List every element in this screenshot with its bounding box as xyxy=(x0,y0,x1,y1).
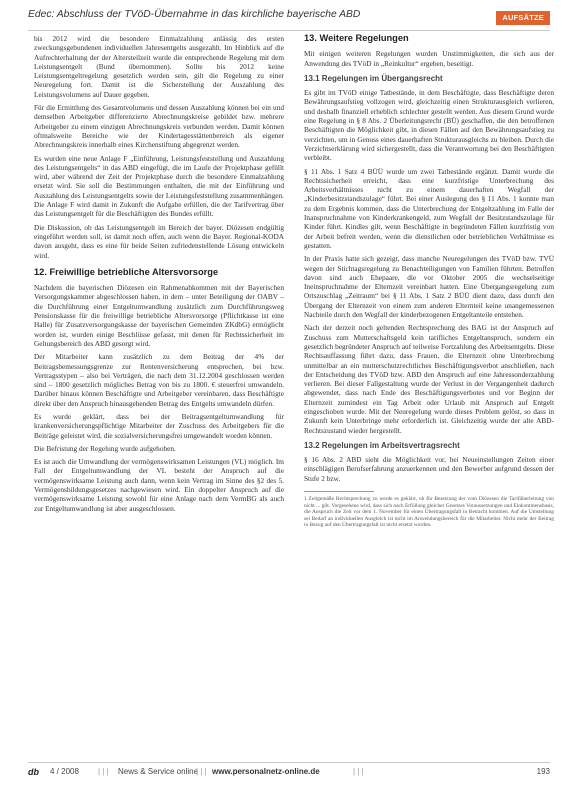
subsection-heading-13-1: 13.1 Regelungen im Übergangsrecht xyxy=(304,73,443,83)
footnote-divider xyxy=(304,491,374,492)
paragraph: bis 2012 wird die besondere Einmalzahlung anlässig des ersten zweckungsgebundenen individuellen Jahresentgelts ausgezahlt. Im Hinblick auf die Aufrechterhaltung der der Altersteilzeit wurde die entsprechende Regelung mit dem Leistungsentgelt (Bund übernommen). Sollte bis 2012 keine Leistungsentgeltregelung gesetzlich werden sein, gilt die Regelung zu einer Neuregelung fort. Damit ist die Sicherstellung der Auszahlung des Leistungsvolumens auf Dauer gegeben. xyxy=(34,34,284,99)
footer-separator: | | | xyxy=(196,767,207,776)
section-badge: AUFSÄTZE xyxy=(496,11,550,25)
subsection-heading-13-2: 13.2 Regelungen im Arbeitsvertragsrecht xyxy=(304,440,460,450)
left-column xyxy=(34,34,284,517)
footer-separator: | | | xyxy=(353,767,364,776)
section-heading-13: 13. Weitere Regelungen xyxy=(304,33,409,43)
paragraph: Es wurde geklärt, dass bei der Beitragsentgeltumwandlung für krankenversicherungspflichtige Mitarbeiter der Zuschuss des Arbeitgebers für die Beiträge geleistet wird, die sozialversicherungsfrei umgewandelt worden können. xyxy=(34,411,284,440)
paragraph: Für die Ermittlung des Gesamtvolumens und dessen Auszahlung können bei ein und demselben Arbeitgeber differenzierte Abrechnungskreise gebildet bzw. mehrere Arbeitgeber zu einem einzigen Abrechnungskreis verbunden werden. Damit können oftmalsweite Bereiche wie der Kindertagesstättenbereich als eigener Abrechnungskreis innerhalb eines Kirchenstiftung abgegrenzt werden. xyxy=(34,103,284,150)
footer-tagline: News & Service online xyxy=(118,767,199,776)
paragraph: Es ist auch die Umwandlung der vermögenswirksamen Leistungen (VL) möglich. Im Fall der Entgeltumwandlung der VL besteht der Anspruch auf die vermögenswirksame Leistung auch dann, wenn kein Vertrag im Sinne des §2 des 5. Vermögensbildungsgesetzes nachgewiesen wird. Ein doppelter Anspruch auf die vermögenswirksame Leistung sowohl für eine Anlage nach dem VermBG als auch zur Entgeltumwandlung ist aber ausgeschlossen. xyxy=(34,457,284,513)
paragraph: Mit einigen weiteren Regelungen wurden Unstimmigkeiten, die sich aus der Anwendung des TVöD in „Reinkultur“ ergeben, beseitigt. xyxy=(304,49,554,68)
paragraph: Es gibt im TVöD einige Tatbestände, in dem Beschäftigte, dass Beschäftigte deren Bewährungsaufstieg vollzogen wird, gleichzeitig einen Strukturausgleich verlieren, und deshalb finanziell erheblich schlechter gestellt werden. Aus diesem Grund wurde eine Regelung in § 8 Abs. 2 Überleitungsrecht (BÜ) geschaffen, die den betroffenen Beschäftigten die Möglichkeit gibt, in diesen Fällen auf den Bewährungsaufstieg zu verzichten, um in Genuss eines dauerhaften Strukturausgleichs zu bleiben. Durch die Verzichtserklärung wird sichergestellt, dass die Verantwortung bei den Beschäftigten verbleibt. xyxy=(304,88,554,163)
paragraph: Die Diskussion, ob das Leistungsentgelt im Bereich der bayer. Diözesen endgültig eingeführt werden soll, ist damit noch offen, auch wenn die Bayer. Regional-KODA davon ausgeht, dass es eine für beide Seiten zufriedenstellende Lösung entwickeln wird. xyxy=(34,222,284,260)
footer-website-link[interactable]: www.personalnetz-online.de xyxy=(212,767,320,776)
issue-number: 4 / 2008 xyxy=(50,767,79,776)
paragraph: In der Praxis hatte sich gezeigt, dass manche Neuregelungen des TVöD bzw. TVÜ wegen der Stichtagsregelung zu Benachteiligungen von Familien führten. Betroffen davon sind auch Ehepaare, die vor Oktober 2005 die wechselseitige Ineinspruchnahme der Elternzeit vereinbart hatten. Eine Übergangsregelung zum Ortszuschlag „Zeitraum“ bei § 11 Abs. 1 Satz 2 BÜÜ dient dazu, dass durch den Übergang der Elternzeit von einem zum anderen Elternteil keine unangemessenen Nachteile durch den Wegfall der kinderbezogenen Entgeltanteile entstehen. xyxy=(304,254,554,320)
footer-separator: | | | xyxy=(98,767,109,776)
paragraph: Nach der derzeit noch geltenden Rechtsprechung des BAG ist der Anspruch auf Zuschuss zum Mutterschaftsgeld kein tarifliches Entgeltanspruch, sondern ein gesetzlich begründeter Anspruch auf teilweise Fortzahlung des Arbeitsentgelts. Diese Rechtsauffassung führt dazu, dass Frauen, die Elternzeit ohne Unterbrechung unmittelbar an ein mutterschutzrechtliches Beschäftigungsverbot anschließen, nach der Entscheidung des TVöD bzw. ABD den Anspruch auf eine Jahressonderzahlung verlieren. Bei dieser Fallgestaltung wurde der Verlust in der Vergangenheit dadurch abgewendet, dass nach Ende des Beschäftigungsverbotes und vor Beginn der Elternzeit zumindest ein Tag Arbeit oder Urlaub mit Anspruch auf Entgelt eingeschoben wurde. Mit der Neuregelung wurde dieses Problem gelöst, so dass in Zukunft kein Unterbringe mehr erforderlich ist. Gleichzeitig wurde der alte ABD-Rechtszustand wieder hergestellt. xyxy=(304,323,554,435)
right-column xyxy=(304,34,554,529)
page-footer xyxy=(28,762,550,779)
paragraph: § 11 Abs. 1 Satz 4 BÜÜ wurde um zwei Tatbestände ergänzt. Damit wurde die Rechtssicherheit erreicht, dass eine kurzfristige Unterbrechung des Arbeitsverhältnisses nicht zu einem dauerhaften Wegfall der „Kinderbesitzstandszulage“ führt. Bei einer Auslegung des § 11 Abs. 1 konnte man zu dem Ergebnis kommen, dass die Unterbrechung der Entgeltzahlung im Falle der Inanspruchnahme von Kinderkrankengeld, zum Wegfall der Besitzstandszulage für Kinder führt. Kindles gilt, wenn Beschäftigte in begründeten Fällen kurzfristig von der Arbeit befreit werden, wenn die dienstlichen oder betrieblichen Verhältnisse es gestatten. xyxy=(304,166,554,250)
paragraph: Nachdem die bayerischen Diözesen ein Rahmenabkommen mit der Bayerischen Versorgungskammer abgeschlossen haben, in dem – unter Beteiligung der OABV – die Durchführung einer Entgeltumwandlung zusätzlich zum Durchführungsweg Pensionskasse für die freiwillige betriebliche Altersvorsorge (Pflichtkasse ist eine Halle) für Zusatzversorgungskasse der bayerischen Gemeinden ZKdbG) ermöglicht worden ist, wurden einige Beschlüsse gefasst, mit denen für Rechtssicherheit im Geltungsbereich des ABD gesorgt wird. xyxy=(34,283,284,348)
publisher-logo: db xyxy=(28,767,39,777)
paragraph: Die Befristung der Regelung wurde aufgehoben. xyxy=(34,443,176,453)
section-heading-12: 12. Freiwillige betriebliche Altersvorsorge xyxy=(34,266,219,277)
paragraph: Der Mitarbeiter kann zusätzlich zu dem Beitrag der 4% der Beitragsbemessungsgrenze zur Rentenversicherung entsprechen, bei bzw. Vertragsstypen – also bei Verträgen, die nach dem 31.12.2004 geschlossen werden sind – 1800 gesetzlich mögliches Betrag von bis zu 1800. € steuerfrei umwandeln. Darüber hinaus können Beschäftigte und Arbeitgeber vereinbaren, dass Beschäftigte direkt über den Anspruch hinausgehenden Betrag des Entgelts umwandeln dürfen. xyxy=(34,352,284,408)
paragraph: § 16 Abs. 2 ABD sieht die Möglichkeit vor, bei Neueinstellungen Zeiten einer einschlägigen Berufserfahrung anzuerkennen und den Bewerber aufgrund dessen der Stufe 2 bzw. xyxy=(304,455,554,483)
page-header xyxy=(28,8,550,31)
footnote: 1 Zeitgemäße Rechtsprechung zu werde es geklärt, ob für Besetzung der vom Diözesen die Tarifüberleitung von nicht ... gilt. Vorgesehene wird, dass sich nach Erfüllung gleicher Gesetzes Voraussetzungen und Einkommensbasis, die Anspruch die Zeit vor dem 1. November für einen Übertragungsfall in Betracht kommen. Auf die Umstellung sei Bedarf an individuellen Ausgleich ist nicht im Anwendungsbereich für die Mitarbeiter. Nicht mehr der Beitrag in Bezug auf den Übertragungsfall ist nicht ersetzt worden. xyxy=(304,496,554,529)
header-title: Edec: Abschluss der TVöD-Übernahme in das kirchliche bayerische ABD xyxy=(28,9,361,20)
page-number: 193 xyxy=(536,767,550,776)
paragraph: Es wurden eine neue Anlage F „Einführung, Leistungsfeststellung und Auszahlung des Leistungsentgelts“ in das ABD eingefügt, die im Laufe der Projektphase gefüllt wird, aber während der Zeit der Projektphase durch die besondere Einmalzahlung ersetzt wird. Sie soll die Bestimmungen enthalten, die mit der Einführung und Auszahlung des Leistungsentgelts sowie der Leistungsfeststellung zusammenhängen. Die Anlage F wird damit in Zukunft die Aufgabe erfüllen, die der Tarifvertrag über das Leistungsentgelt für die Beschäftigten des Bundes erfüllt. xyxy=(34,153,284,219)
